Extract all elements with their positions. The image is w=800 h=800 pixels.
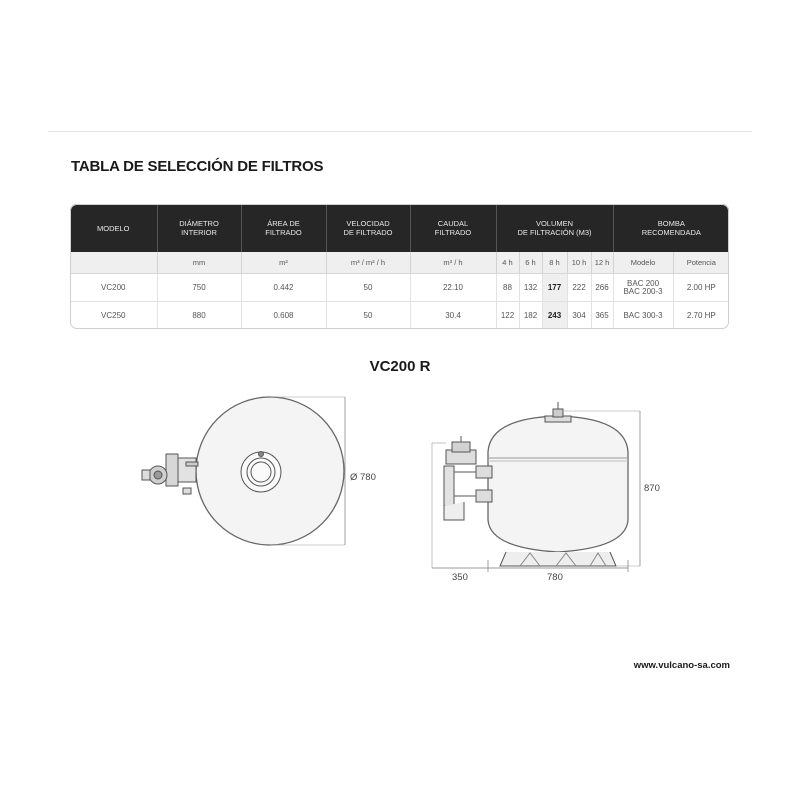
unit-cell: m² bbox=[241, 252, 326, 274]
unit-cell: m³ / m² / h bbox=[326, 252, 410, 274]
unit-cell: 10 h bbox=[567, 252, 591, 274]
header-diametro: DIÁMETRO INTERIOR bbox=[157, 204, 241, 252]
table-cell: 182 bbox=[519, 302, 542, 330]
table-cell: 50 bbox=[326, 302, 410, 330]
table-cell: VC250 bbox=[101, 310, 126, 320]
table-cell: 132 bbox=[519, 274, 542, 302]
table-cell: BAC 300-3 bbox=[613, 302, 673, 330]
height-label: 870 bbox=[644, 483, 660, 494]
table-cell: 750 bbox=[157, 274, 241, 302]
table-cell: 30.4 bbox=[410, 302, 496, 330]
unit-cell: Modelo bbox=[613, 252, 673, 274]
website-link[interactable]: www.vulcano-sa.com bbox=[633, 660, 730, 671]
unit-cell: mm bbox=[157, 252, 241, 274]
drawing-title: VC200 R bbox=[369, 358, 431, 375]
unit-cell: m³ / h bbox=[410, 252, 496, 274]
table-cell: 2.00 HP bbox=[673, 274, 729, 302]
header-volumen: VOLUMEN DE FILTRACIÓN (M3) bbox=[496, 204, 613, 252]
header-velocidad: VELOCIDAD DE FILTRADO bbox=[326, 204, 410, 252]
header-bomba: BOMBA RECOMENDADA bbox=[613, 204, 729, 252]
table-cell-highlight: 243 bbox=[542, 302, 567, 330]
table-cell: 304 bbox=[567, 302, 591, 330]
table-cell: 0.442 bbox=[241, 274, 326, 302]
table-cell: 88 bbox=[496, 274, 519, 302]
table-cell: 122 bbox=[496, 302, 519, 330]
table-cell: 2.70 HP bbox=[673, 302, 729, 330]
table-cell: 880 bbox=[157, 302, 241, 330]
table-cell: 266 bbox=[591, 274, 613, 302]
unit-cell-highlight: 8 h bbox=[542, 252, 567, 274]
table-cell: 50 bbox=[326, 274, 410, 302]
unit-cell: Potencia bbox=[673, 252, 729, 274]
table-cell: 22.10 bbox=[410, 274, 496, 302]
body-width-label: 780 bbox=[547, 572, 563, 583]
header-modelo: MODELO bbox=[70, 204, 157, 252]
table-cell: BAC 200 BAC 200-3 bbox=[613, 274, 673, 302]
side-view-drawing bbox=[432, 402, 640, 572]
table-cell: VC200 bbox=[70, 274, 157, 302]
diameter-label: Ø 780 bbox=[350, 472, 376, 483]
unit-cell: 6 h bbox=[519, 252, 542, 274]
page-title: TABLA DE SELECCIÓN DE FILTROS bbox=[71, 158, 324, 175]
top-view-drawing bbox=[142, 397, 345, 545]
unit-cell: 12 h bbox=[591, 252, 613, 274]
side-width-label: 350 bbox=[452, 572, 468, 583]
unit-cell: 4 h bbox=[496, 252, 519, 274]
header-area: ÁREA DE FILTRADO bbox=[241, 204, 326, 252]
table-cell-highlight: 177 bbox=[542, 274, 567, 302]
table-cell: 365 bbox=[591, 302, 613, 330]
table-cell: 0.608 bbox=[241, 302, 326, 330]
table-cell: 222 bbox=[567, 274, 591, 302]
header-caudal: CAUDAL FILTRADO bbox=[410, 204, 496, 252]
